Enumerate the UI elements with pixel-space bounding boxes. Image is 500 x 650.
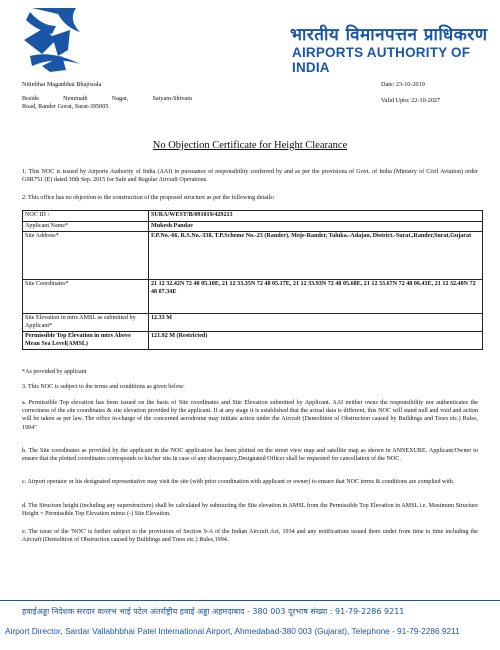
footer-hindi: हवाईअड्डा निदेशक सरदार वल्लभ भाई पटेल अंतर्राष्ट्रीय हवाई अड्डा अहमदाबाद - 380 003 दूरभाष संख्या : 91-79-2286 9211 (22, 607, 405, 616)
permissible-elevation-value: 121.92 M (Restricted) (149, 332, 483, 350)
applicant-name-label: Applicant Name* (23, 221, 149, 232)
footnote: *As provided by applicant (22, 369, 87, 375)
noc-id-value: SURA/WEST/B/091019/429213 (149, 211, 483, 222)
table-row (23, 211, 483, 222)
intro-paragraph-1: 1. This NOC is issued by Airports Authority of India (AAI) in pursuance of responsibility conferred by and as per the provisions of Govt. of India (Ministry of Civil Aviation) order GSR751 (E) dated 30th Sep. 2015 for Safe and Regular Aircraft Operations. (22, 169, 478, 184)
noc-id-label: NOC ID : (23, 211, 149, 222)
valid-upto-date: Valid Upto: 22-10-2027 (381, 97, 441, 104)
table-row (23, 332, 483, 350)
condition-d: d. The Structure height (including any superstructure) shall be calculated by subtracting the Site elevation in AMSL from the Permissible Top Elevation in AMSL i.e. Maximum Structure Height = Permissible Top Elevation minus (-) Site Elevation. (22, 503, 478, 518)
site-coordinates-label: Site Coordinates* (23, 280, 149, 314)
permissible-elevation-label: Permissible Top Elevation in mtrs Above Mean Sea Level(AMSL) (23, 332, 149, 350)
addressee-address-line1: Beside Neminath Nagar, Satyam-Shivam (22, 95, 192, 102)
table-row (23, 314, 483, 332)
intro-paragraph-2: 2. This office has no objection to the construction of the proposed structure as per the following details: (22, 195, 275, 201)
applicant-name-value: Mukesh Pandav (149, 221, 483, 232)
condition-a: a. Permissible Top elevation has been issued on the basis of Site coordinates and Site Elevation submitted by Applicant. AAI neither owns the responsibility nor authenticates the correctness of the site coordinates & site elevation provided by the applicant. If at any stage it is established that the actual data is different, this NOC will stand null and void and action will be taken as per law. The office in-charge of the concerned aerodrome may initiate action under the Aircraft (Demolition of Obstruction caused by Buildings and Trees etc.) Rules, 1994" (22, 400, 478, 431)
addressee-address-line2: Road, Rander Gorat, Surat-395005 (22, 103, 109, 110)
table-row (23, 280, 483, 314)
issue-date: Date: 23-10-2019 (381, 81, 425, 88)
conditions-intro: 3. This NOC is subject to the terms and conditions as given below: (22, 384, 185, 390)
table-row (23, 221, 483, 232)
page-title: No Objection Certificate for Height Clearance (152, 140, 348, 151)
site-elevation-value: 12.33 M (149, 314, 483, 332)
addressee-name: Nitinbhai Maganbhai Bhajiwala (22, 81, 102, 88)
site-address-value: F.P.No.-66, R.S.No.-338, T.P.Scheme No.-23 (Rander), Moje-Rander, Taluka.-Adajan, District.-Surat.,Rander,Surat,Gujarat (149, 232, 483, 280)
site-coordinates-value: 21 12 32.42N 72 48 05.10E, 21 12 33.35N 72 48 05.17E, 21 12 33.93N 72 48 05.68E, 21 12 33.67N 72 48 06.43E, 21 12 32.48N 72 48 07.34E (149, 280, 483, 314)
condition-b: b. The Site coordinates as provided by the applicant in the NOC application has been plotted on the street view map and satellite map as shown in ANNEXURE. Applicant/Owner to ensure that the plotted coordinates corresponds to his/her site.In case of any discrepancy,Designated Officer shall be requested for cancellation of the NOC. (22, 448, 478, 463)
footer-english: Airport Director, Sardar Vallabhbhai Patel International Airport, Ahmedabad-380 003 (Gujarat), Telephone - 91-79-2286 9211 (5, 626, 460, 636)
org-name: AIRPORTS AUTHORITY OF INDIA (292, 45, 471, 75)
org-name-hindi: भारतीय विमानपत्तन प्राधिकरण (290, 25, 488, 45)
site-elevation-label: Site Elevation in mtrs AMSL as submitted by Applicant* (23, 314, 149, 332)
site-address-label: Site Address* (23, 232, 149, 280)
condition-e: e. The issue of the 'NOC' is further subject to the provisions of Section 9-A of the Indian Aircraft Act, 1934 and any notifications issued there under from time to time including the Aircraft (Demolition of Obstruction caused by Buildings and Trees etc.) Rules,1994. (22, 529, 478, 544)
footer-divider (0, 600, 500, 601)
noc-details-table (22, 210, 483, 350)
table-row (23, 232, 483, 280)
condition-c: c. Airport operator or his designated representative may visit the site (with prior coordination with applicant or owner) to ensure that NOC terms & conditions are complied with. (22, 479, 455, 485)
aai-logo (22, 6, 86, 72)
